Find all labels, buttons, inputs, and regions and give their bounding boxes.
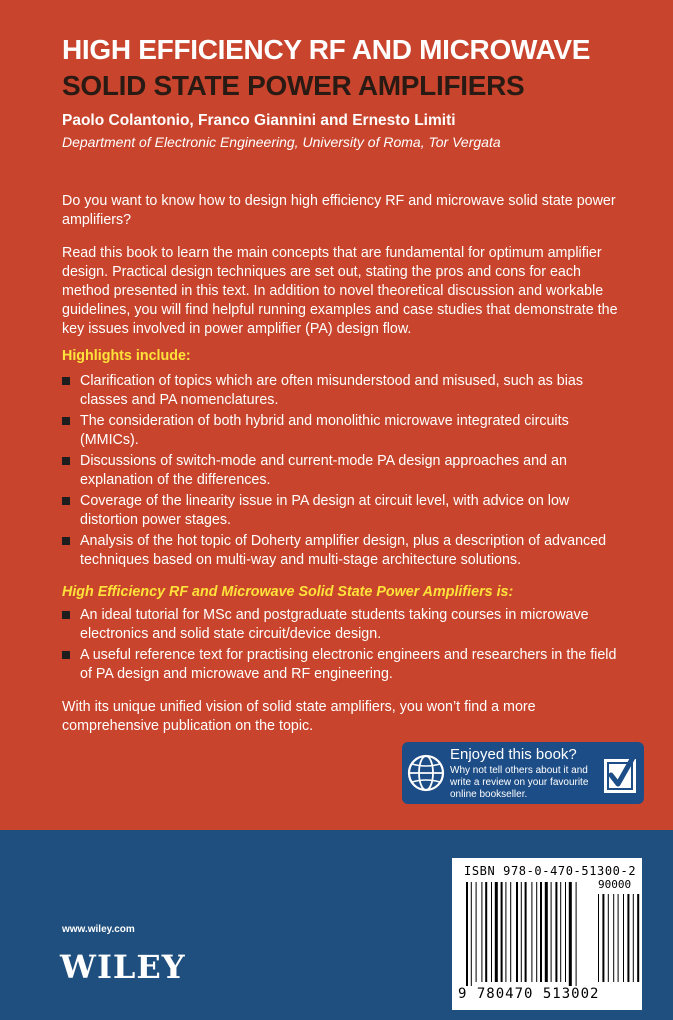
barcode-digits: 9 780470 513002: [458, 986, 600, 1002]
audience-item-text: An ideal tutorial for MSc and postgraduate students taking courses in microwave electronics and solid state circuit/device design.: [80, 607, 589, 642]
bullet-square-icon: [62, 457, 70, 465]
highlight-item-text: Clarification of topics which are often misunderstood and misused, such as bias classes and PA nomenclatures.: [80, 373, 584, 408]
publisher-url: www.wiley.com: [62, 924, 135, 935]
authors: Paolo Colantonio, Franco Giannini and Ernesto Limiti: [62, 112, 456, 129]
intro-paragraph: Read this book to learn the main concepts that are fundamental for optimum amplifier design. Practical design techniques are set out, stating the pros and cons for each method presented in this text. In addition to novel theoretical discussion and workable guidelines, you will find helpful running examples and case studies that demonstrate the key issues involved in power amplifier (PA) design flow.: [62, 245, 618, 337]
review-text: Why not tell others about it and write a review on your favourite online bookseller.: [450, 765, 589, 800]
audience-heading: High Efficiency RF and Microwave Solid State Power Amplifiers is:: [62, 584, 514, 600]
highlights-heading: Highlights include:: [62, 348, 191, 364]
bullet-square-icon: [62, 651, 70, 659]
review-promo-box: [402, 742, 644, 804]
bullet-square-icon: [62, 497, 70, 505]
publisher-logo: WILEY: [60, 948, 186, 986]
isbn-barcode: [452, 858, 642, 1010]
highlight-item-text: Coverage of the linearity issue in PA design at circuit level, with advice on low distortion power stages.: [80, 493, 570, 528]
review-title: Enjoyed this book?: [450, 746, 577, 763]
book-title-line2: SOLID STATE POWER AMPLIFIERS: [62, 70, 525, 101]
closing-paragraph: With its unique unified vision of solid state amplifiers, you won’t find a more comprehensive publication on the topic.: [62, 699, 536, 734]
highlight-item-text: The consideration of both hybrid and monolithic microwave integrated circuits (MMICs).: [80, 413, 569, 448]
bullet-square-icon: [62, 377, 70, 385]
highlight-item-text: Discussions of switch-mode and current-mode PA design approaches and an explanation of the differences.: [80, 453, 567, 488]
book-title-line1: HIGH EFFICIENCY RF AND MICROWAVE: [62, 34, 591, 65]
intro-question: Do you want to know how to design high efficiency RF and microwave solid state power amplifiers?: [62, 193, 616, 228]
bullet-square-icon: [62, 611, 70, 619]
globe-icon: [406, 748, 446, 798]
checkmark-box-icon: [602, 750, 638, 796]
department: Department of Electronic Engineering, University of Roma, Tor Vergata: [62, 134, 501, 150]
isbn-label: ISBN 978-0-470-51300-2: [464, 864, 637, 878]
bullet-square-icon: [62, 537, 70, 545]
audience-item-text: A useful reference text for practising electronic engineers and researchers in the field of PA design and microwave and RF engineering.: [80, 647, 617, 682]
bullet-square-icon: [62, 417, 70, 425]
highlight-item-text: Analysis of the hot topic of Doherty amplifier design, plus a description of advanced techniques based on multi-way and multi-stage architecture solutions.: [80, 533, 607, 568]
price-code: 90000: [598, 878, 632, 891]
